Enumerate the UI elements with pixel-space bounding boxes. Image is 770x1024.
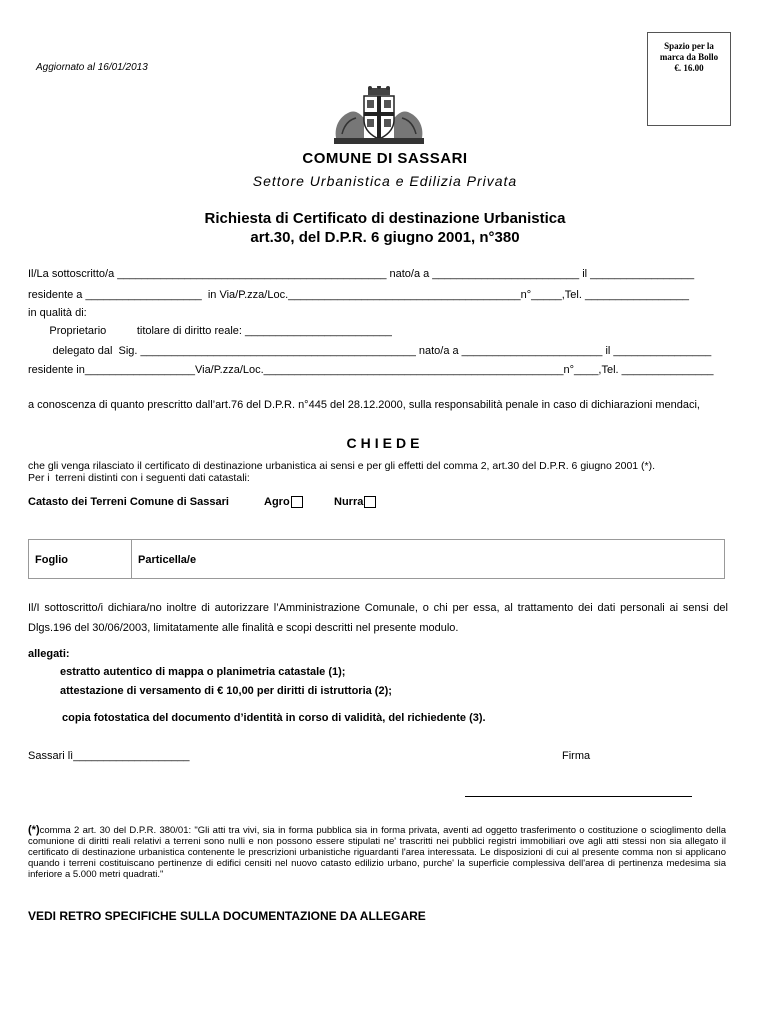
place-date-field[interactable]: Sassari lì___________________	[28, 750, 190, 762]
see-back-notice: VEDI RETRO SPECIFICHE SULLA DOCUMENTAZIONE DA ALLEGARE	[28, 909, 426, 923]
applicant-name-line[interactable]: Il/La sottoscritto/a ____________________________________________ nato/a a ________________________ il _________________	[28, 268, 695, 280]
footnote-text: comma 2 art. 30 del D.P.R. 380/01: "Gli atti tra vivi, sia in forma pubblica sia in forma privata, aventi ad oggetto trasferimento o costituzione o scioglimento della comunione di diritti reali relativi a terreni sono nulli e non possono essere stipulati ne' trascritti nei pubblici registri immobiliari ove agli atti stessi non sia allegato il certificato di destinazione urbanistica contenente le prescrizioni urbanistiche riguardanti l'area interessata. Le disposizioni di cui al presente comma non si applicano quando i terreni costituiscano pertinenze di edifici censiti nel nuovo catasto edilizio urbano, purche' la superficie complessiva dell'area di pertinenza medesima sia inferiore a 5.000 metri quadrati."	[28, 825, 726, 880]
department-name: Settore Urbanistica e Edilizia Privata	[252, 173, 518, 189]
coat-of-arms-icon	[330, 86, 428, 146]
particella-cell[interactable]: Particella/e	[138, 554, 197, 566]
cadastral-data-table[interactable]	[28, 539, 725, 579]
attachment-item: copia fotostatica del documento d’identità in corso di validità, del richiedente (3).	[62, 712, 486, 724]
capacity-label: in qualità di:	[28, 307, 87, 319]
document-title: Richiesta di Certificato di destinazione Urbanistica	[204, 210, 566, 227]
stamp-line: marca da Bollo	[659, 52, 719, 62]
applicant-address-line[interactable]: residente a ___________________ in Via/P.zza/Loc.______________________________________n°_____,Tel. _________________	[28, 289, 689, 301]
agro-checkbox[interactable]	[291, 496, 303, 508]
footnote-marker: (*)	[28, 824, 40, 836]
delegate-line[interactable]: delegato dal Sig. _____________________________________________ nato/a a _______________________ il ________________	[28, 345, 712, 357]
declaration-paragraph: a conoscenza di quanto prescritto dall’art.76 del D.P.R. n°445 del 28.12.2000, sulla responsabilità penale in caso di dichiarazioni mendaci,	[28, 399, 700, 411]
attachment-item: estratto autentico di mappa o planimetria catastale (1);	[60, 666, 346, 678]
owner-line[interactable]: Proprietario titolare di diritto reale: ________________________	[28, 325, 392, 337]
attachments-label: allegati:	[28, 648, 70, 660]
agro-label: Agro	[264, 496, 290, 508]
cadastre-label: Catasto dei Terreni Comune di Sassari	[28, 496, 229, 508]
nurra-label: Nurra	[334, 496, 364, 508]
revenue-stamp-box	[647, 32, 731, 126]
document-subtitle: art.30, del D.P.R. 6 giugno 2001, n°380	[250, 229, 520, 246]
footnote	[28, 825, 726, 880]
municipality-name: COMUNE DI SASSARI	[302, 150, 468, 167]
request-text: che gli venga rilasciato il certificato di destinazione urbanistica ai sensi e per gli effetti del comma 2, art.30 del D.P.R. 6 giugno 2001 (*). Per i terreni distinti con i seguenti dati catastali:	[28, 460, 656, 484]
signature-line[interactable]	[465, 796, 692, 797]
stamp-line: €. 16.00	[674, 63, 704, 73]
delegate-address-line[interactable]: residente in__________________Via/P.zza/Loc._________________________________________________n°____,Tel. _______________	[28, 364, 714, 376]
signature-label: Firma	[562, 750, 591, 762]
stamp-line: Spazio per la	[664, 41, 714, 51]
attachment-item: attestazione di versamento di € 10,00 per diritti di istruttoria (2);	[60, 685, 392, 697]
agro-option[interactable]	[264, 496, 290, 508]
foglio-cell[interactable]: Foglio	[29, 540, 132, 578]
privacy-paragraph: Il/I sottoscritto/i dichiara/no inoltre di autorizzare l’Amministrazione Comunale, o chi per essa, al trattamento dei dati personali ai sensi del Dlgs.196 del 30/06/2003, limitatamente alle finalità e scopi descritti nel presente modulo.	[28, 602, 728, 634]
updated-date: Aggiornato al 16/01/2013	[36, 62, 148, 73]
nurra-checkbox[interactable]	[364, 496, 376, 508]
nurra-option[interactable]	[334, 496, 363, 508]
request-heading: CHIEDE	[346, 435, 424, 451]
